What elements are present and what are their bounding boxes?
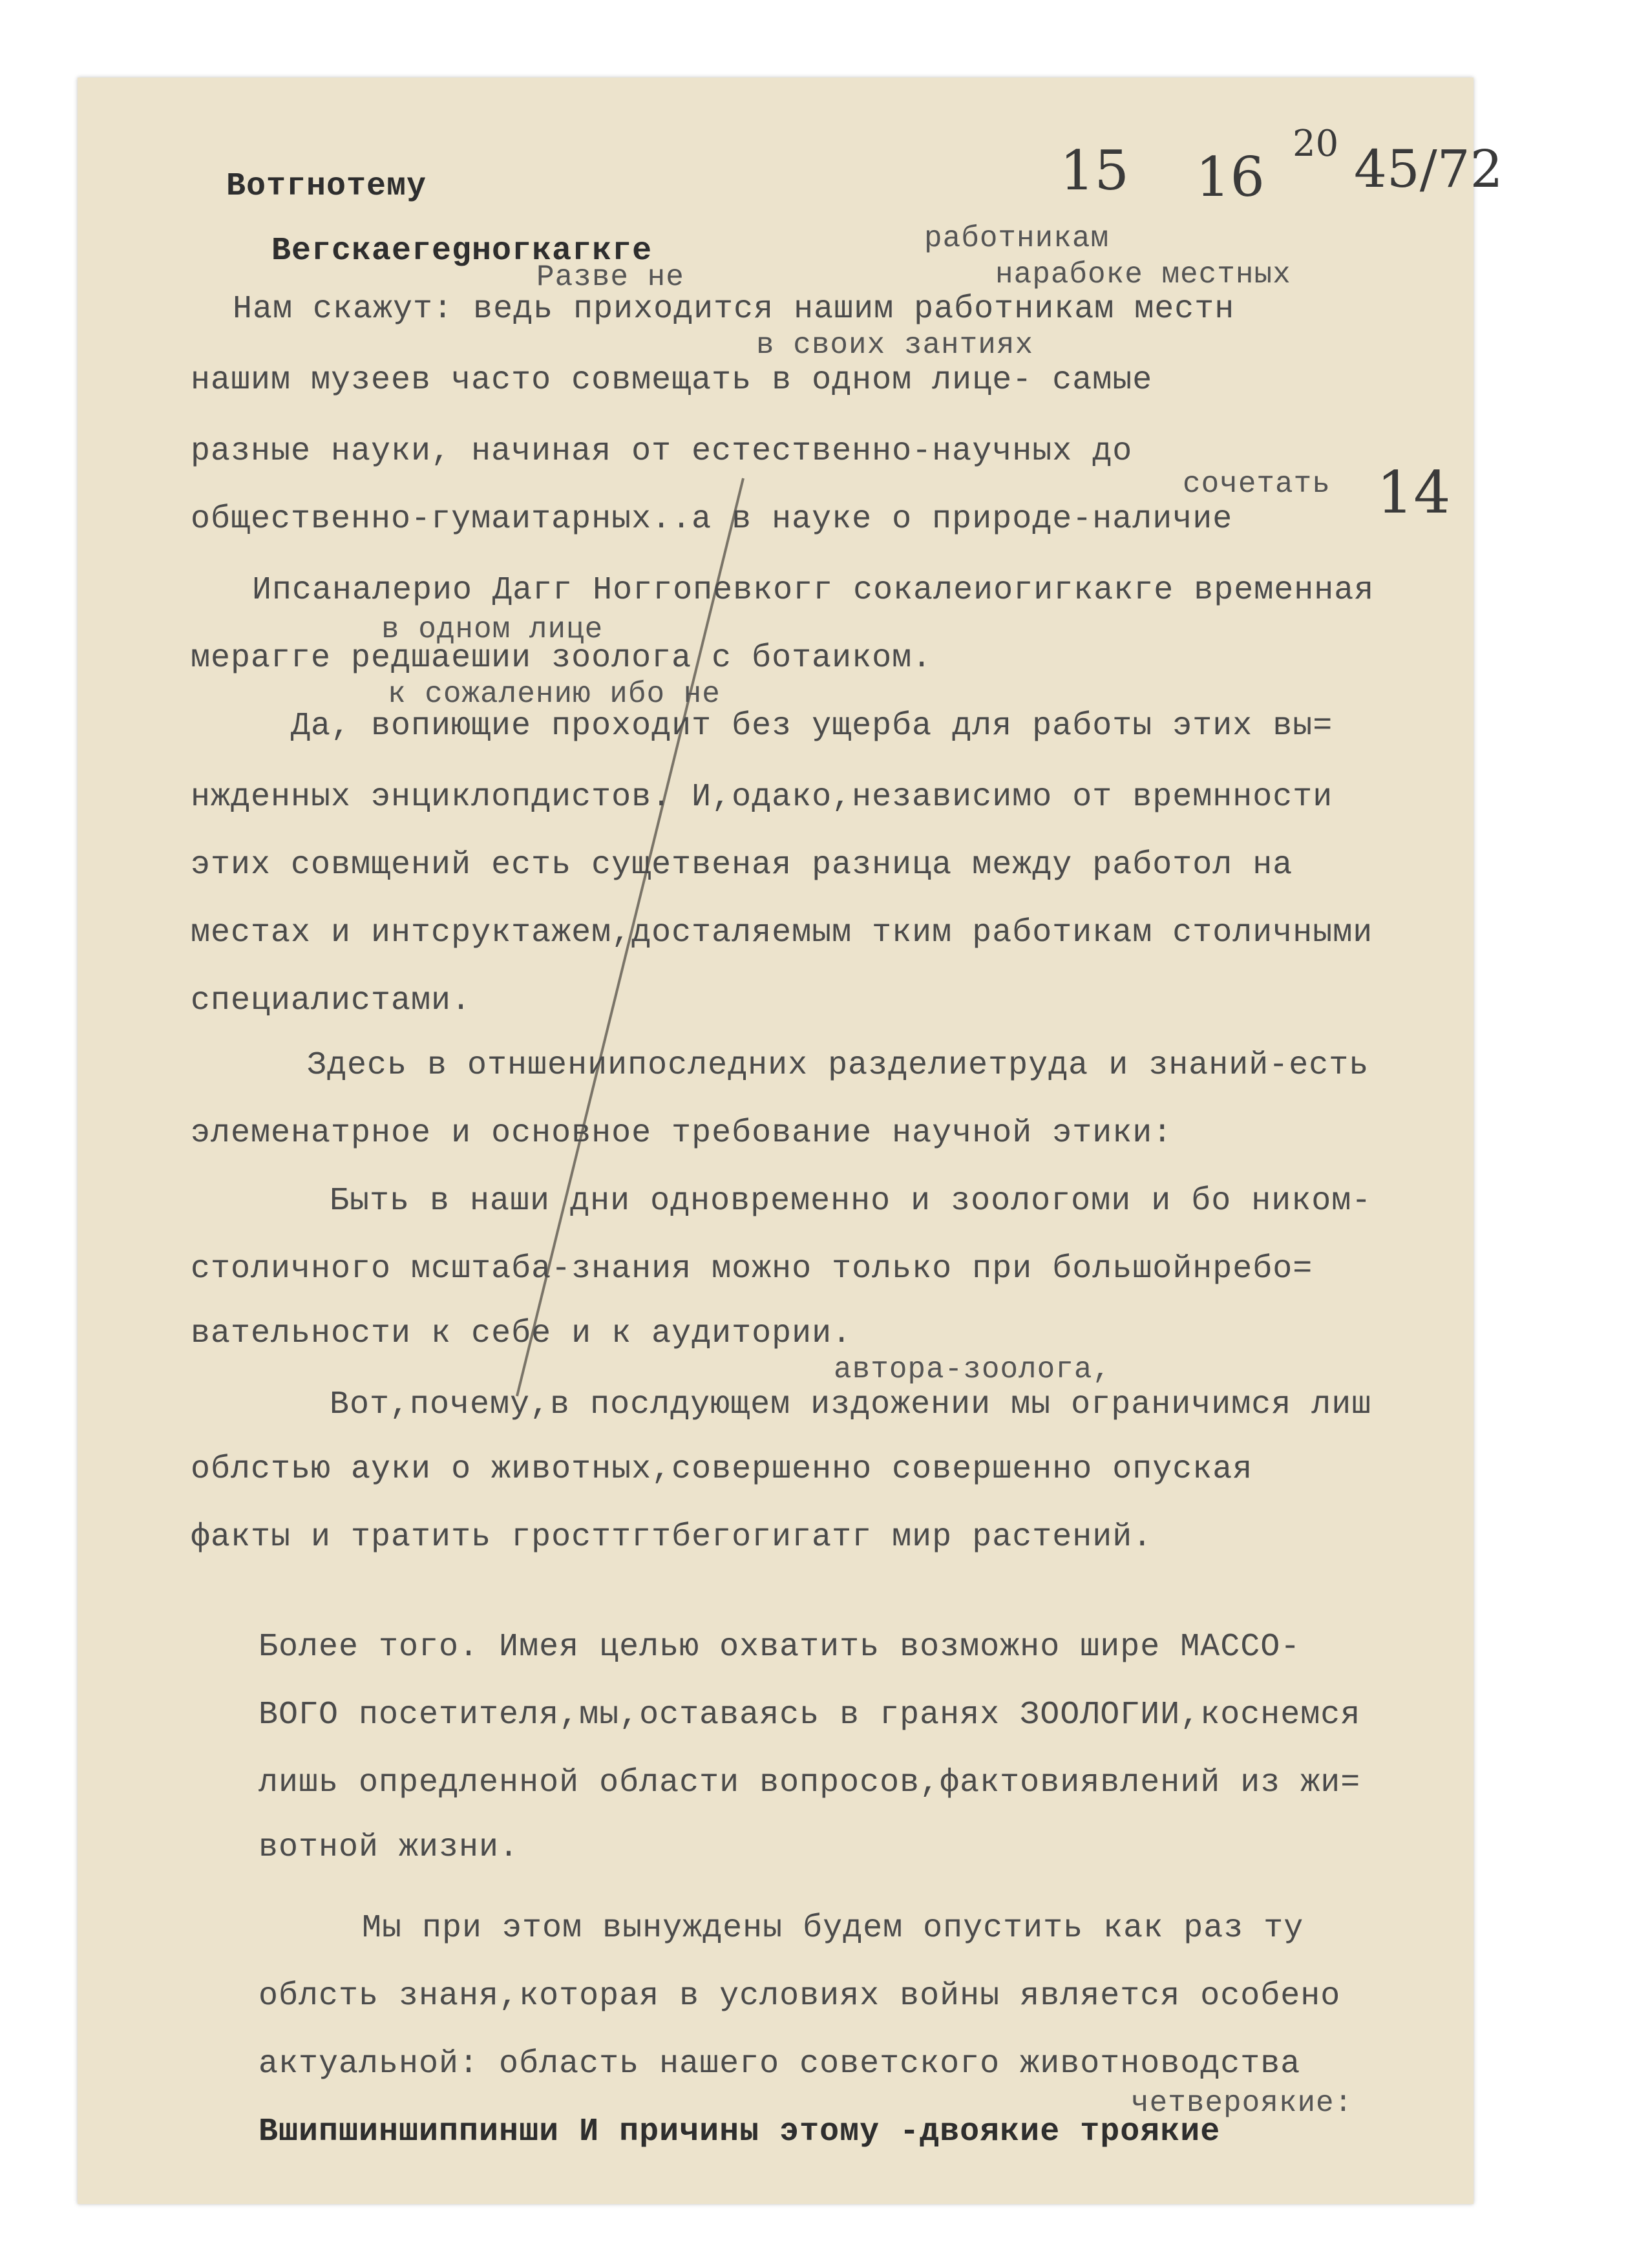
text-line: Вшипшиншиппинши И причины этому -двоякие троякие — [259, 2114, 1221, 2150]
text-line: Быть в наши дни одновременно и зоологоми и бо ником- — [330, 1183, 1372, 1220]
inserted-text: в одном лице — [381, 613, 604, 646]
text-line: нашим музеев часто совмещать в одном лице- самые — [191, 362, 1153, 399]
text-line: лишь опредленной области вопросов,фактовиявлений из жи= — [259, 1765, 1361, 1801]
text-line: элеменатрное и основное требование научной этики: — [191, 1115, 1173, 1152]
text-line: Ипсаналерио Дагг Ноггопевкогг сокалеиогигкакге временная — [252, 572, 1375, 609]
text-line: облсть знаня,которая в условиях войны является особено — [259, 1978, 1341, 2015]
inserted-text: четвероякие: — [1131, 2086, 1353, 2120]
text-line: Да, вопиющие проходит без ущерба для работы этих вы= — [291, 708, 1333, 745]
text-line: Более того. Имея целью охватить возможно шире МАССО- — [259, 1629, 1301, 1666]
text-line: ВОГО посетителя,мы,оставаясь в гранях ЗООЛОГИИ,коснемся — [259, 1697, 1361, 1733]
text-line: Мы при этом вынуждены будем опустить как раз ту — [362, 1910, 1304, 1947]
text-line: Вотгнотему — [226, 168, 427, 205]
text-line: специалистами. — [191, 982, 472, 1019]
text-line: разные науки, начиная от естественно-научных до — [191, 433, 1133, 470]
text-line: общественно-гумаитарных..а в науке о природе-наличие — [191, 501, 1233, 538]
text-line: нжденных энциклопдистов. И,одако,независимо от времнности — [191, 779, 1333, 816]
text-line: местах и интсруктажем,досталяемым тким работикам столичными — [191, 915, 1373, 951]
inserted-text: в своих зантиях — [756, 328, 1034, 362]
inserted-text: автора-зоолога, — [834, 1353, 1112, 1386]
text-line: облстью ауки о животных,совершенно совершенно опуская — [191, 1451, 1253, 1488]
text-line: Вегскаегеgногкагкге — [271, 233, 653, 270]
inserted-text: Разве не — [536, 260, 684, 294]
text-line: столичного мсштаба-знания можно только при большойнребо= — [191, 1251, 1313, 1288]
handwritten-fraction: 45/72 — [1354, 139, 1503, 199]
handwritten-page-number: 15 — [1060, 139, 1129, 202]
inserted-text: сочетать — [1183, 467, 1331, 501]
text-line: мерагге редшаешии зоолога с ботаиком. — [191, 640, 933, 677]
text-line: факты и тратить гросттгтбегогигатг мир растений. — [191, 1519, 1153, 1556]
text-line: вательности к себе и к аудитории. — [191, 1315, 852, 1352]
text-line: Вот,почему,в послдующем издожении мы ограничимся лиш — [330, 1386, 1372, 1423]
handwritten-page-number-alt: 16 — [1196, 145, 1265, 209]
text-line: актуальной: область нашего советского животноводства — [259, 2046, 1301, 2083]
text-line: Здесь в отншениипоследних разделиетруда и знаний-есть — [307, 1047, 1369, 1084]
text-line: Нам скажут: ведь приходится нашим работникам местн — [233, 291, 1235, 328]
inserted-text: к сожалению ибо не — [388, 677, 721, 711]
text-line: этих совмщений есть сущетвеная разница между работол на — [191, 847, 1293, 884]
handwritten-folio: 20 — [1293, 123, 1339, 165]
text-line: вотной жизни. — [259, 1829, 520, 1866]
inserted-text: работникам — [924, 222, 1110, 255]
document-page — [78, 78, 1503, 2204]
handwritten-margin-number: 14 — [1377, 459, 1451, 527]
inserted-text: нарабоке местных — [995, 258, 1291, 291]
